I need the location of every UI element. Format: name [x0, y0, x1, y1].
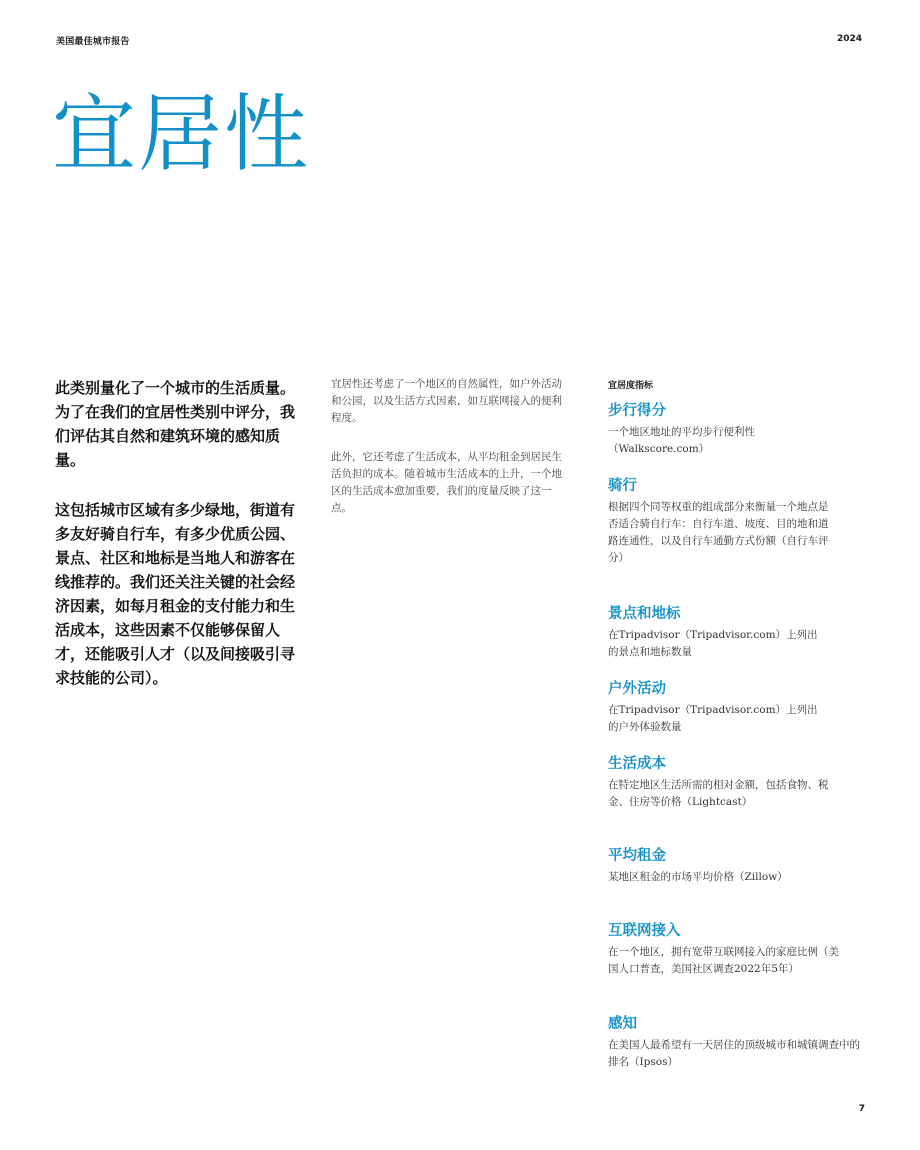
details-paragraph: 此外，它还考虑了生活成本，从平均租金到居民生活负担的成本。随着城市生活成本的上升，一个地区的生活成本愈加重要，我们的度量反映了这一点。: [331, 451, 562, 514]
intro-paragraph: 这包括城市区域有多少绿地，街道有多友好骑自行车，有多少优质公园、景点、社区和地标是当地人和游客在线推荐的。我们还关注关键的社会经济因素，如每月租金的支付能力和生活成本，这些因素不仅能够保留人才，还能吸引人才（以及间接吸引寻求技能的公司）。: [55, 501, 296, 687]
indicator-desc: 某地区租金的市场平均价格（Zillow）: [608, 871, 788, 883]
indicator-desc: 在美国人最希望有一天居住的顶级城市和城镇调查中的排名（Ipsos）: [608, 1039, 860, 1068]
indicator-desc: 在Tripadvisor（Tripadvisor.com）上列出的户外体验数量: [608, 704, 818, 733]
indicator-desc: 在特定地区生活所需的相对金额，包括食物、税金、住房等价格（Lightcast）: [608, 779, 829, 808]
intro-paragraph: 此类别量化了一个城市的生活质量。为了在我们的宜居性类别中评分，我们评估其自然和建筑环境的感知质量。: [55, 379, 296, 469]
indicator-desc: 在一个地区，拥有宽带互联网接入的家庭比例（美国人口普查，美国社区调查2022年5年）: [608, 946, 839, 975]
indicator-desc: 一个地区地址的平均步行便利性（Walkscore.com）: [608, 426, 755, 455]
indicator-title: 感知: [608, 1016, 637, 1032]
details-paragraph: 宜居性还考虑了一个地区的自然属性，如户外活动和公园，以及生活方式因素，如互联网接入的便利程度。: [331, 378, 562, 424]
indicator-cycling: [608, 477, 870, 567]
indicator-perception: [608, 1015, 870, 1071]
page-title: 宜居性: [52, 85, 311, 183]
indicator-title: 景点和地标: [608, 606, 681, 622]
indicator-title: 户外活动: [608, 681, 666, 697]
intro-column: [55, 376, 303, 716]
indicator-title: 骑行: [608, 478, 637, 494]
indicator-desc: 根据四个同等权重的组成部分来衡量一个地点是否适合骑自行车：自行车道、坡度、目的地和道路连通性，以及自行车通勤方式份额（自行车评分）: [608, 501, 829, 564]
indicator-title: 步行得分: [608, 403, 666, 419]
indicator-desc: 在Tripadvisor（Tripadvisor.com）上列出的景点和地标数量: [608, 629, 818, 658]
indicator-title: 互联网接入: [608, 923, 681, 939]
report-year: 2024: [836, 34, 862, 44]
indicator-title: 平均租金: [608, 848, 666, 864]
indicator-walk-score: [608, 402, 870, 458]
indicator-average-rent: [608, 847, 870, 886]
indicator-title: 生活成本: [608, 756, 666, 772]
indicators-heading: 宜居度指标: [608, 381, 654, 391]
indicator-outdoor: [608, 680, 870, 736]
page-number: 7: [858, 1104, 865, 1114]
indicator-internet-access: [608, 922, 870, 978]
indicator-cost-of-living: [608, 755, 870, 811]
indicator-attractions: [608, 605, 870, 661]
report-title: 美国最佳城市报告: [56, 37, 130, 47]
details-column: [331, 376, 571, 539]
